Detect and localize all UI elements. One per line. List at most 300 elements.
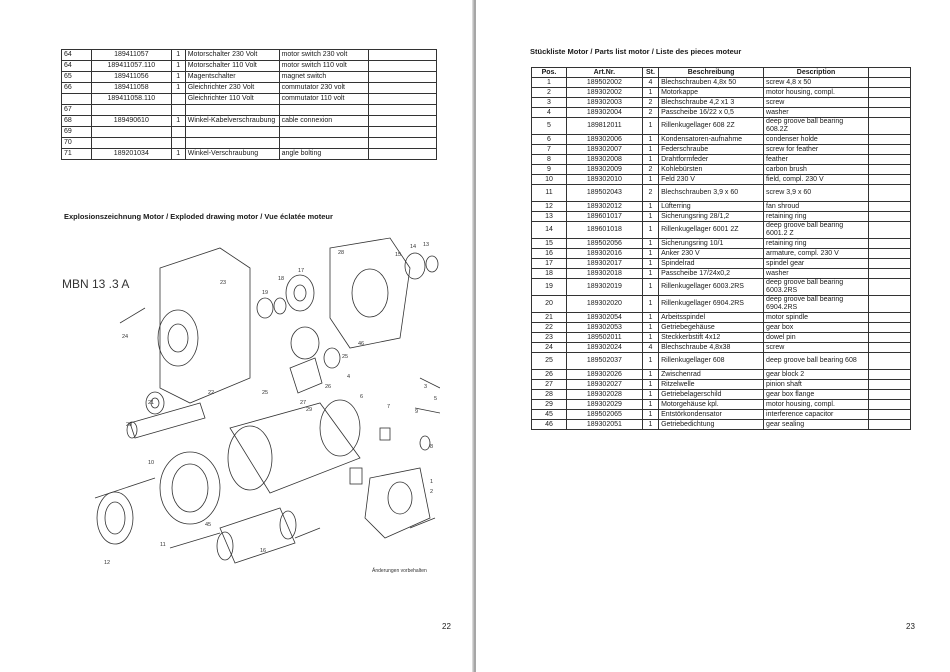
table-cell: Zwischenrad: [659, 370, 764, 380]
table-cell: 1: [642, 313, 658, 323]
table-cell: 189302028: [566, 390, 642, 400]
table-row: [62, 83, 437, 94]
table-cell: 8: [532, 155, 567, 165]
callout: 20: [126, 422, 133, 428]
table-cell: screw: [764, 343, 869, 353]
table-cell: 1: [642, 333, 658, 343]
exploded-drawing-title: Explosionszeichnung Motor / Exploded drawing motor / Vue éclatée moteur: [64, 212, 333, 221]
table-cell: 12: [532, 202, 567, 212]
table-cell: 45: [532, 410, 567, 420]
callout: 6: [360, 394, 364, 400]
page-number: 22: [442, 622, 451, 631]
table-cell: 1: [171, 61, 185, 72]
table-cell: deep groove ball bearing 6003.2RS: [764, 279, 869, 296]
table-cell: 1: [642, 410, 658, 420]
table-cell: 28: [532, 390, 567, 400]
table-cell: [869, 249, 911, 259]
table-cell: 189502002: [566, 78, 642, 88]
table-row: [62, 72, 437, 83]
table-cell: Getriebedichtung: [659, 420, 764, 430]
table-cell: 1: [642, 239, 658, 249]
table-cell: 1: [642, 202, 658, 212]
parts-list-table: [531, 67, 911, 430]
table-cell: 22: [532, 323, 567, 333]
table-cell: Blechschrauben 3,9 x 60: [659, 185, 764, 202]
table-cell: Winkel-Kabelverschraubung: [185, 116, 279, 127]
table-row: [62, 94, 437, 105]
table-row: [532, 370, 911, 380]
table-cell: Anker 230 V: [659, 249, 764, 259]
table-cell: 23: [532, 333, 567, 343]
table-cell: 1: [171, 72, 185, 83]
table-cell: Entstörkondensator: [659, 410, 764, 420]
table-row: [532, 333, 911, 343]
table-cell: [869, 420, 911, 430]
table-row: [532, 390, 911, 400]
table-cell: 2: [532, 88, 567, 98]
table-cell: Motorschalter 230 Volt: [185, 50, 279, 61]
table-cell: 69: [62, 127, 92, 138]
table-row: [532, 410, 911, 420]
table-row: [532, 185, 911, 202]
table-header-row: [532, 68, 911, 78]
table-cell: 2: [642, 98, 658, 108]
table-cell: Motorgehäuse kpl.: [659, 400, 764, 410]
table-cell: 46: [532, 420, 567, 430]
table-cell: Federschraube: [659, 145, 764, 155]
table-cell: gear sealing: [764, 420, 869, 430]
table-cell: 64: [62, 61, 92, 72]
table-cell: 1: [642, 88, 658, 98]
callout: 5: [434, 396, 438, 402]
table-cell: 2: [642, 185, 658, 202]
table-cell: Gleichrichter 230 Volt: [185, 83, 279, 94]
table-row: [532, 343, 911, 353]
table-cell: [869, 212, 911, 222]
table-cell: [869, 279, 911, 296]
table-cell: 16: [532, 249, 567, 259]
table-cell: 189411057: [91, 50, 171, 61]
table-cell: 189302016: [566, 249, 642, 259]
table-cell: [869, 108, 911, 118]
callout: 7: [387, 404, 391, 410]
table-cell: 189302010: [566, 175, 642, 185]
table-cell: [869, 269, 911, 279]
table-cell: 2: [642, 165, 658, 175]
col-header: Beschreibung: [659, 68, 764, 78]
table-cell: motor spindle: [764, 313, 869, 323]
table-cell: Ritzelwelle: [659, 380, 764, 390]
table-row: [532, 380, 911, 390]
table-cell: 189302004: [566, 108, 642, 118]
table-cell: 189302019: [566, 279, 642, 296]
table-cell: Motorkappe: [659, 88, 764, 98]
table-cell: [869, 202, 911, 212]
table-row: [532, 279, 911, 296]
table-cell: [369, 72, 437, 83]
table-row: [532, 118, 911, 135]
table-cell: 189302003: [566, 98, 642, 108]
table-cell: 7: [532, 145, 567, 155]
callout: 24: [122, 334, 129, 340]
table-cell: 64: [62, 50, 92, 61]
table-cell: [869, 323, 911, 333]
table-row: [532, 269, 911, 279]
table-cell: Drahtformfeder: [659, 155, 764, 165]
table-cell: 1: [642, 135, 658, 145]
table-cell: 1: [171, 116, 185, 127]
table-cell: [369, 149, 437, 160]
table-cell: Feld 230 V: [659, 175, 764, 185]
table-cell: 1: [642, 296, 658, 313]
table-cell: [869, 313, 911, 323]
table-cell: 25: [532, 353, 567, 370]
table-row: [532, 202, 911, 212]
table-cell: 1: [171, 50, 185, 61]
table-cell: retaining ring: [764, 239, 869, 249]
table-row: [62, 105, 437, 116]
table-cell: 21: [532, 313, 567, 323]
right-page: [476, 0, 950, 672]
table-cell: 9: [532, 165, 567, 175]
table-cell: [369, 105, 437, 116]
callout: 8: [430, 444, 434, 450]
table-cell: 2: [642, 108, 658, 118]
table-cell: 189601017: [566, 212, 642, 222]
callout: 12: [104, 560, 111, 566]
table-cell: [869, 410, 911, 420]
table-cell: 189302008: [566, 155, 642, 165]
callout: 28: [338, 250, 345, 256]
table-cell: 189302054: [566, 313, 642, 323]
table-cell: 189601018: [566, 222, 642, 239]
table-row: [62, 116, 437, 127]
table-cell: feather: [764, 155, 869, 165]
table-cell: commutator 110 volt: [279, 94, 369, 105]
callout: 9: [415, 409, 419, 415]
table-cell: screw: [764, 98, 869, 108]
table-cell: 15: [532, 239, 567, 249]
table-cell: [369, 116, 437, 127]
table-cell: 65: [62, 72, 92, 83]
table-cell: 1: [171, 83, 185, 94]
table-cell: 189302051: [566, 420, 642, 430]
table-cell: 20: [532, 296, 567, 313]
table-cell: Getriebelagerschild: [659, 390, 764, 400]
table-row: [532, 239, 911, 249]
table-row: [532, 165, 911, 175]
table-cell: [185, 127, 279, 138]
table-cell: 71: [62, 149, 92, 160]
table-cell: screw 3,9 x 60: [764, 185, 869, 202]
table-cell: washer: [764, 269, 869, 279]
parts-list-title: Stückliste Motor / Parts list motor / Liste des pieces moteur: [530, 47, 742, 56]
table-cell: Gleichrichter 110 Volt: [185, 94, 279, 105]
table-cell: [869, 333, 911, 343]
table-cell: deep groove ball bearing 6001.2 Z: [764, 222, 869, 239]
table-cell: [869, 88, 911, 98]
table-cell: [279, 105, 369, 116]
table-cell: 1: [532, 78, 567, 88]
table-cell: 70: [62, 138, 92, 149]
callout: 23: [220, 280, 227, 286]
table-cell: washer: [764, 108, 869, 118]
table-cell: [279, 127, 369, 138]
table-cell: motor switch 110 volt: [279, 61, 369, 72]
table-cell: [869, 165, 911, 175]
table-cell: 1: [642, 279, 658, 296]
table-row: [532, 249, 911, 259]
table-cell: deep groove ball bearing 608: [764, 353, 869, 370]
table-cell: 189302026: [566, 370, 642, 380]
table-cell: 1: [642, 249, 658, 259]
table-cell: 1: [642, 212, 658, 222]
callout: 17: [298, 268, 305, 274]
table-cell: [869, 98, 911, 108]
table-cell: [369, 83, 437, 94]
table-cell: [869, 296, 911, 313]
table-cell: 1: [642, 118, 658, 135]
callout: 22: [208, 390, 215, 396]
table-row: [532, 296, 911, 313]
table-cell: cable connexion: [279, 116, 369, 127]
table-cell: gear box flange: [764, 390, 869, 400]
table-cell: [869, 343, 911, 353]
table-cell: [171, 138, 185, 149]
table-cell: 14: [532, 222, 567, 239]
col-header: St.: [642, 68, 658, 78]
table-cell: motor housing, compl.: [764, 88, 869, 98]
table-cell: 189502011: [566, 333, 642, 343]
table-cell: 189502065: [566, 410, 642, 420]
table-cell: [869, 155, 911, 165]
left-page: [0, 0, 474, 672]
callout: 15: [395, 252, 402, 258]
table-cell: 68: [62, 116, 92, 127]
table-cell: [869, 353, 911, 370]
page-number: 23: [906, 622, 915, 631]
table-row: [532, 78, 911, 88]
table-cell: Rillenkugellager 6904.2RS: [659, 296, 764, 313]
table-cell: 6: [532, 135, 567, 145]
table-cell: motor housing, compl.: [764, 400, 869, 410]
table-cell: [869, 78, 911, 88]
table-cell: Blechschraube 4,8x38: [659, 343, 764, 353]
table-cell: Blechschrauben 4,8x 50: [659, 78, 764, 88]
table-row: [62, 149, 437, 160]
table-cell: 1: [642, 175, 658, 185]
table-cell: 189411056: [91, 72, 171, 83]
table-cell: [369, 50, 437, 61]
callout: 19: [262, 290, 269, 296]
table-cell: field, compl. 230 V: [764, 175, 869, 185]
table-cell: 189502043: [566, 185, 642, 202]
table-cell: Blechschraube 4,2 x1 3: [659, 98, 764, 108]
col-header: Description: [764, 68, 869, 78]
table-cell: Rillenkugellager 608 2Z: [659, 118, 764, 135]
table-cell: Motorschalter 110 Volt: [185, 61, 279, 72]
callout: 29: [306, 407, 313, 413]
table-cell: 1: [642, 269, 658, 279]
table-cell: motor switch 230 volt: [279, 50, 369, 61]
table-cell: 189411058: [91, 83, 171, 94]
callout: 10: [148, 460, 155, 466]
table-cell: 29: [532, 400, 567, 410]
table-cell: 1: [642, 370, 658, 380]
model-label: MBN 13 .3 A: [62, 277, 130, 291]
table-cell: 3: [532, 98, 567, 108]
table-cell: Magentschalter: [185, 72, 279, 83]
table-cell: [869, 175, 911, 185]
callout: 1: [430, 479, 434, 485]
table-cell: [279, 138, 369, 149]
table-cell: Rillenkugellager 608: [659, 353, 764, 370]
callout: 45: [205, 522, 212, 528]
table-cell: 19: [532, 279, 567, 296]
table-cell: [869, 145, 911, 155]
table-row: [532, 175, 911, 185]
top-parts-table: [61, 49, 437, 160]
table-row: [532, 323, 911, 333]
callout: 25: [342, 354, 349, 360]
table-cell: Kohlebürsten: [659, 165, 764, 175]
table-cell: 26: [532, 370, 567, 380]
table-cell: 189302029: [566, 400, 642, 410]
table-cell: condenser holde: [764, 135, 869, 145]
table-cell: fan shroud: [764, 202, 869, 212]
table-cell: [171, 105, 185, 116]
callout: 25: [262, 390, 269, 396]
table-cell: Sicherungsring 28/1,2: [659, 212, 764, 222]
table-cell: 1: [642, 323, 658, 333]
table-cell: [869, 135, 911, 145]
table-cell: [91, 105, 171, 116]
table-cell: commutator 230 volt: [279, 83, 369, 94]
table-cell: 189201034: [91, 149, 171, 160]
callout: 11: [160, 542, 166, 548]
table-cell: [369, 94, 437, 105]
callout: 2: [430, 489, 434, 495]
table-cell: 1: [642, 145, 658, 155]
table-cell: gear box: [764, 323, 869, 333]
table-cell: 189302017: [566, 259, 642, 269]
callout: 21: [148, 400, 155, 406]
table-row: [532, 98, 911, 108]
table-cell: armature, compl. 230 V: [764, 249, 869, 259]
table-cell: Rillenkugellager 6001 2Z: [659, 222, 764, 239]
table-cell: angle bolting: [279, 149, 369, 160]
table-cell: [869, 390, 911, 400]
table-cell: [369, 127, 437, 138]
table-cell: [869, 370, 911, 380]
table-row: [532, 145, 911, 155]
table-cell: 1: [642, 259, 658, 269]
table-cell: retaining ring: [764, 212, 869, 222]
table-cell: Winkel-Verschraubung: [185, 149, 279, 160]
table-cell: 1: [642, 420, 658, 430]
table-cell: 4: [532, 108, 567, 118]
table-cell: deep groove ball bearing 608.2Z: [764, 118, 869, 135]
exploded-motor-drawing: [60, 228, 440, 588]
table-cell: [91, 138, 171, 149]
table-cell: [171, 94, 185, 105]
table-row: [62, 50, 437, 61]
callout: 16: [260, 548, 267, 554]
table-cell: Passcheibe 17/24x0,2: [659, 269, 764, 279]
table-cell: 1: [642, 353, 658, 370]
table-row: [532, 400, 911, 410]
table-cell: 11: [532, 185, 567, 202]
table-cell: [91, 127, 171, 138]
table-cell: [185, 105, 279, 116]
table-cell: 189302024: [566, 343, 642, 353]
col-header: Art.Nr.: [566, 68, 642, 78]
table-row: [62, 127, 437, 138]
callout: 18: [278, 276, 285, 282]
table-cell: 189302027: [566, 380, 642, 390]
table-cell: [869, 185, 911, 202]
table-cell: Passcheibe 16/22 x 0,5: [659, 108, 764, 118]
table-cell: 5: [532, 118, 567, 135]
table-cell: Arbeitsspindel: [659, 313, 764, 323]
table-cell: 189302020: [566, 296, 642, 313]
table-cell: magnet switch: [279, 72, 369, 83]
callout: 46: [358, 341, 365, 347]
table-cell: 67: [62, 105, 92, 116]
table-cell: screw 4,8 x 50: [764, 78, 869, 88]
table-cell: 1: [642, 390, 658, 400]
col-header: Pos.: [532, 68, 567, 78]
table-cell: 1: [642, 380, 658, 390]
table-cell: 66: [62, 83, 92, 94]
footnote: Änderungen vorbehalten: [372, 568, 427, 574]
table-cell: carbon brush: [764, 165, 869, 175]
table-cell: 1: [642, 222, 658, 239]
table-cell: 1: [642, 155, 658, 165]
table-cell: 4: [642, 343, 658, 353]
callout: 14: [410, 244, 417, 250]
table-cell: pinion shaft: [764, 380, 869, 390]
table-cell: 189502056: [566, 239, 642, 249]
callout: 27: [300, 400, 307, 406]
table-row: [532, 108, 911, 118]
table-cell: 27: [532, 380, 567, 390]
table-cell: 189302012: [566, 202, 642, 212]
table-cell: 10: [532, 175, 567, 185]
table-cell: [369, 61, 437, 72]
table-cell: 189302002: [566, 88, 642, 98]
table-cell: spindel gear: [764, 259, 869, 269]
table-cell: deep groove ball bearing 6904.2RS: [764, 296, 869, 313]
table-cell: gear block 2: [764, 370, 869, 380]
table-cell: [869, 380, 911, 390]
callout: 13: [423, 242, 430, 248]
table-cell: [185, 138, 279, 149]
table-cell: 189302006: [566, 135, 642, 145]
part-callouts: [104, 242, 437, 566]
table-cell: 189302007: [566, 145, 642, 155]
table-cell: 189302009: [566, 165, 642, 175]
table-cell: [869, 259, 911, 269]
table-row: [532, 135, 911, 145]
table-cell: [869, 222, 911, 239]
table-cell: 189502037: [566, 353, 642, 370]
table-cell: 1: [171, 149, 185, 160]
table-row: [532, 313, 911, 323]
table-row: [532, 212, 911, 222]
table-cell: Sicherungsring 10/1: [659, 239, 764, 249]
table-cell: 1: [642, 400, 658, 410]
